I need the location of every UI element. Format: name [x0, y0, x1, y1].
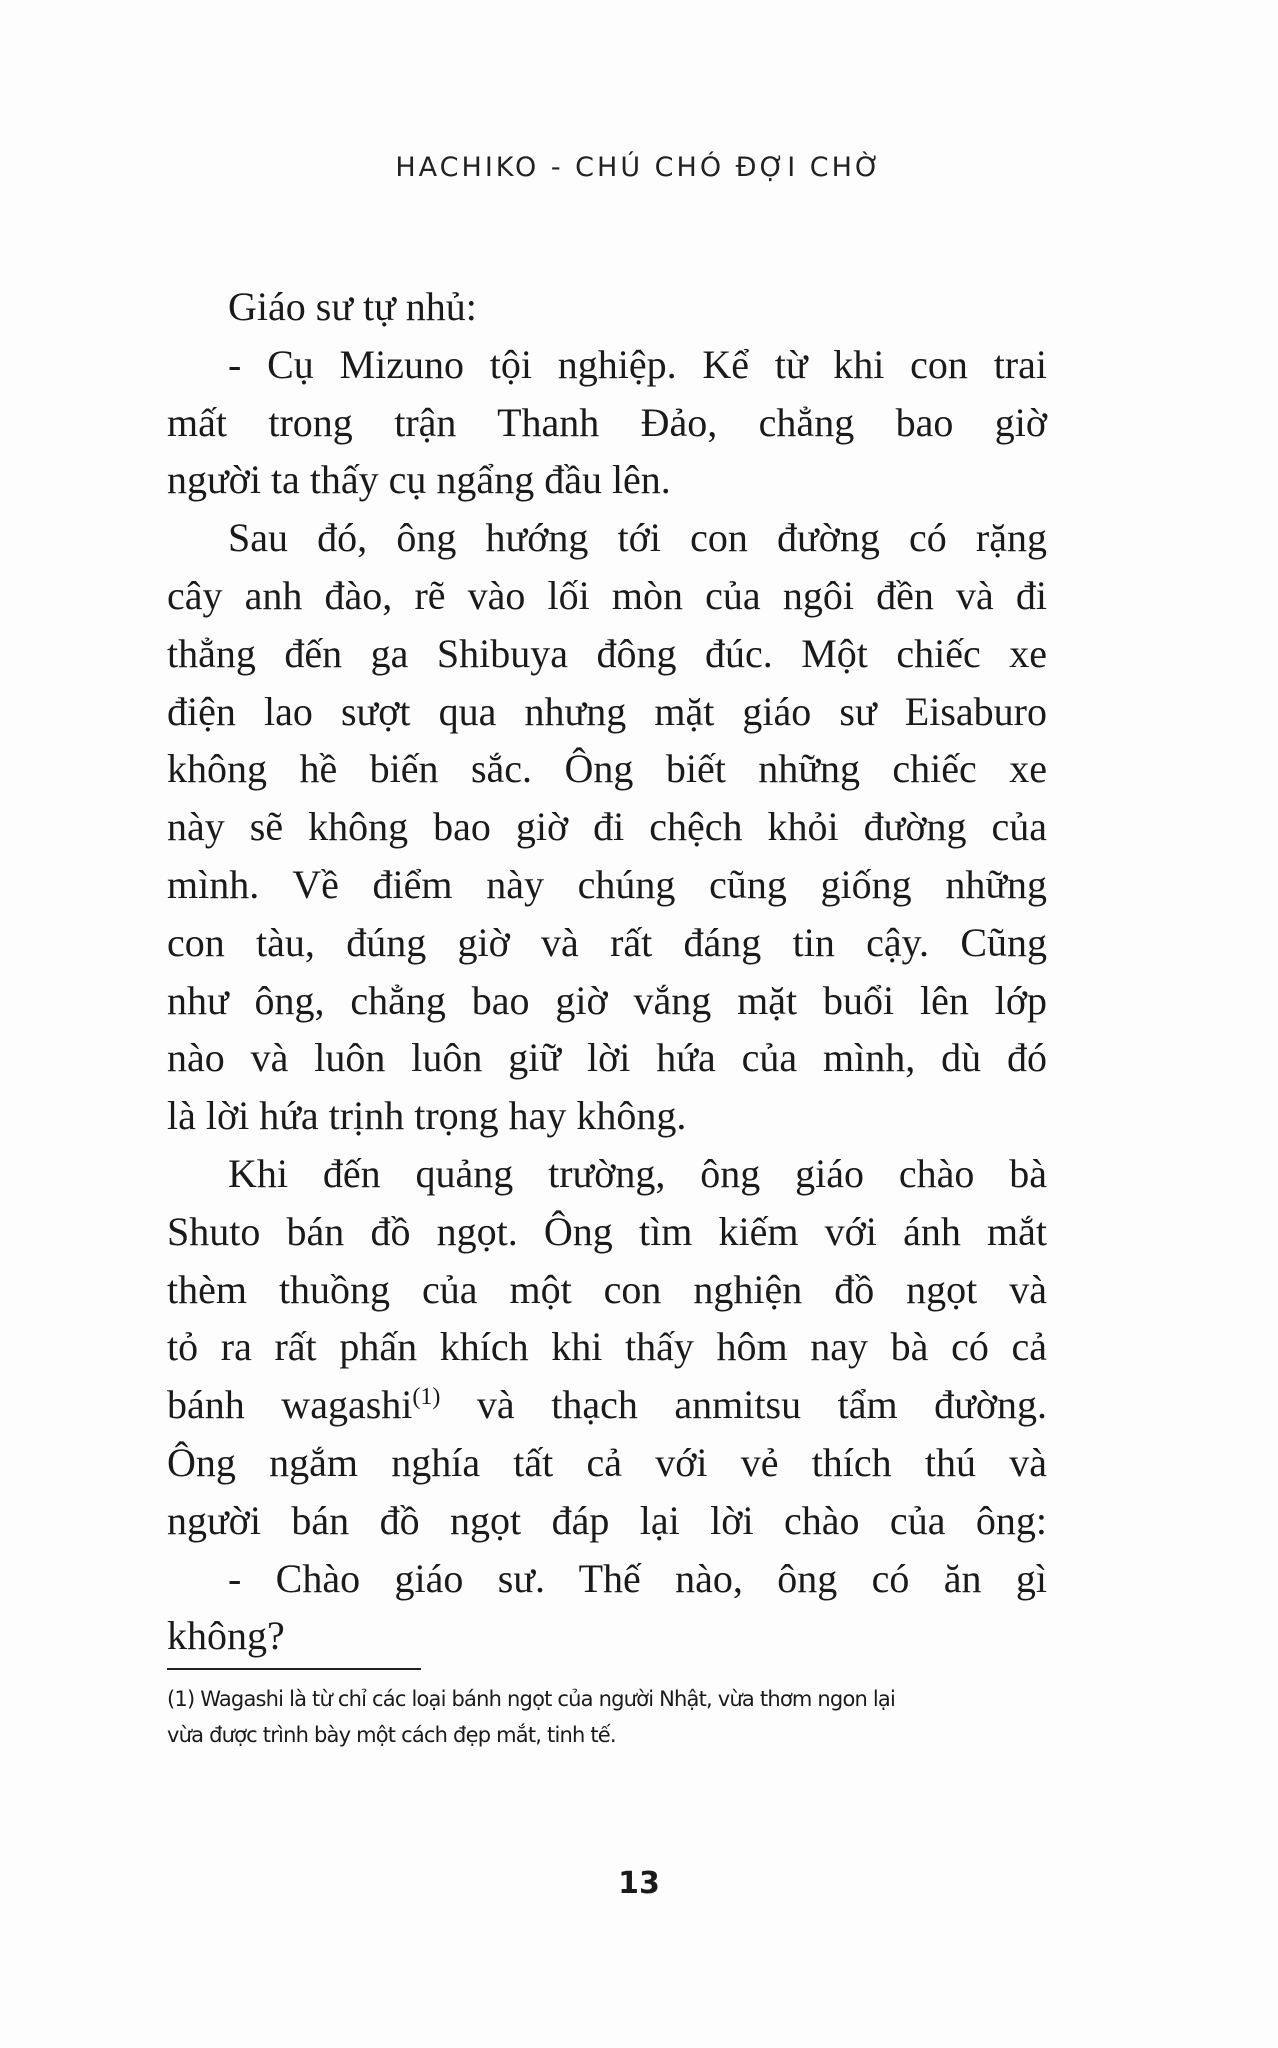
line-text: mất trong trận Thanh Đảo, chẳng bao giờ — [167, 399, 1047, 445]
text-line — [167, 1376, 1047, 1434]
line-text: không hề biến sắc. Ông biết những chiếc xe — [167, 746, 1047, 792]
text-line — [167, 625, 1047, 683]
line-text: điện lao sượt qua nhưng mặt giáo sư Eisaburo — [167, 688, 1047, 734]
running-header: HACHIKO - CHÚ CHÓ ĐỢI CHỜ — [395, 152, 883, 183]
line-text: người ta thấy cụ ngẩng đầu lên. — [167, 457, 671, 503]
line-text: Shuto bán đồ ngọt. Ông tìm kiếm với ánh mắt — [167, 1208, 1047, 1254]
line-text: thèm thuồng của một con nghiện đồ ngọt và — [167, 1266, 1047, 1312]
text-line — [167, 914, 1047, 972]
line-text: tỏ ra rất phấn khích khi thấy hôm nay bà có cả — [167, 1324, 1047, 1370]
footnote-line: vừa được trình bày một cách đẹp mắt, tinh tế. — [167, 1723, 616, 1747]
page-number: 13 — [618, 1866, 660, 1901]
text-line — [167, 972, 1047, 1030]
text-line — [167, 1029, 1047, 1087]
text-line — [167, 1087, 1047, 1145]
text-line — [167, 1434, 1047, 1492]
line-text: mình. Về điểm này chúng cũng giống những — [167, 861, 1047, 907]
text-line — [167, 683, 1047, 741]
text-line — [167, 1145, 1047, 1203]
text-line — [167, 1318, 1047, 1376]
line-text: Khi đến quảng trường, ông giáo chào bà — [228, 1150, 1047, 1196]
text-line — [167, 451, 1047, 509]
line-text: người bán đồ ngọt đáp lại lời chào của ông: — [167, 1497, 1047, 1543]
line-text: Ông ngắm nghía tất cả với vẻ thích thú và — [167, 1439, 1047, 1485]
text-line — [167, 394, 1047, 452]
text-line — [167, 1261, 1047, 1319]
line-text: Sau đó, ông hướng tới con đường có rặng — [228, 515, 1047, 561]
line-text: thẳng đến ga Shibuya đông đúc. Một chiếc xe — [167, 630, 1047, 676]
text-line — [167, 1492, 1047, 1550]
footnote-line: (1) Wagashi là từ chỉ các loại bánh ngọt của người Nhật, vừa thơm ngon lại — [167, 1687, 896, 1711]
footnote-reference: (1) — [412, 1384, 441, 1411]
text-line — [167, 856, 1047, 914]
line-text: bánh wagashi — [167, 1382, 413, 1428]
text-line — [167, 740, 1047, 798]
line-text: và thạch anmitsu tẩm đường. — [440, 1382, 1047, 1428]
line-text: Giáo sư tự nhủ: — [228, 284, 477, 329]
line-text: - Cụ Mizuno tội nghiệp. Kể từ khi con trai — [228, 341, 1047, 387]
footnote — [167, 1681, 1067, 1753]
body-text — [167, 278, 1047, 1665]
text-line — [167, 567, 1047, 625]
text-line — [167, 1550, 1047, 1608]
text-line — [167, 1607, 1047, 1665]
line-text: này sẽ không bao giờ đi chệch khỏi đường của — [167, 804, 1047, 850]
text-line — [167, 798, 1047, 856]
line-text: cây anh đào, rẽ vào lối mòn của ngôi đền và đi — [167, 572, 1047, 618]
footnote-divider — [167, 1668, 421, 1670]
line-text: nào và luôn luôn giữ lời hứa của mình, dù đó — [167, 1035, 1047, 1081]
text-line — [167, 336, 1047, 394]
text-line — [167, 1203, 1047, 1261]
line-text: là lời hứa trịnh trọng hay không. — [167, 1093, 687, 1139]
line-text: như ông, chẳng bao giờ vắng mặt buổi lên lớp — [167, 977, 1047, 1023]
text-line — [167, 509, 1047, 567]
text-line — [167, 278, 1047, 336]
line-text: - Chào giáo sư. Thế nào, ông có ăn gì — [228, 1555, 1047, 1601]
line-text: không? — [167, 1613, 285, 1659]
line-text: con tàu, đúng giờ và rất đáng tin cậy. Cũng — [167, 919, 1047, 965]
